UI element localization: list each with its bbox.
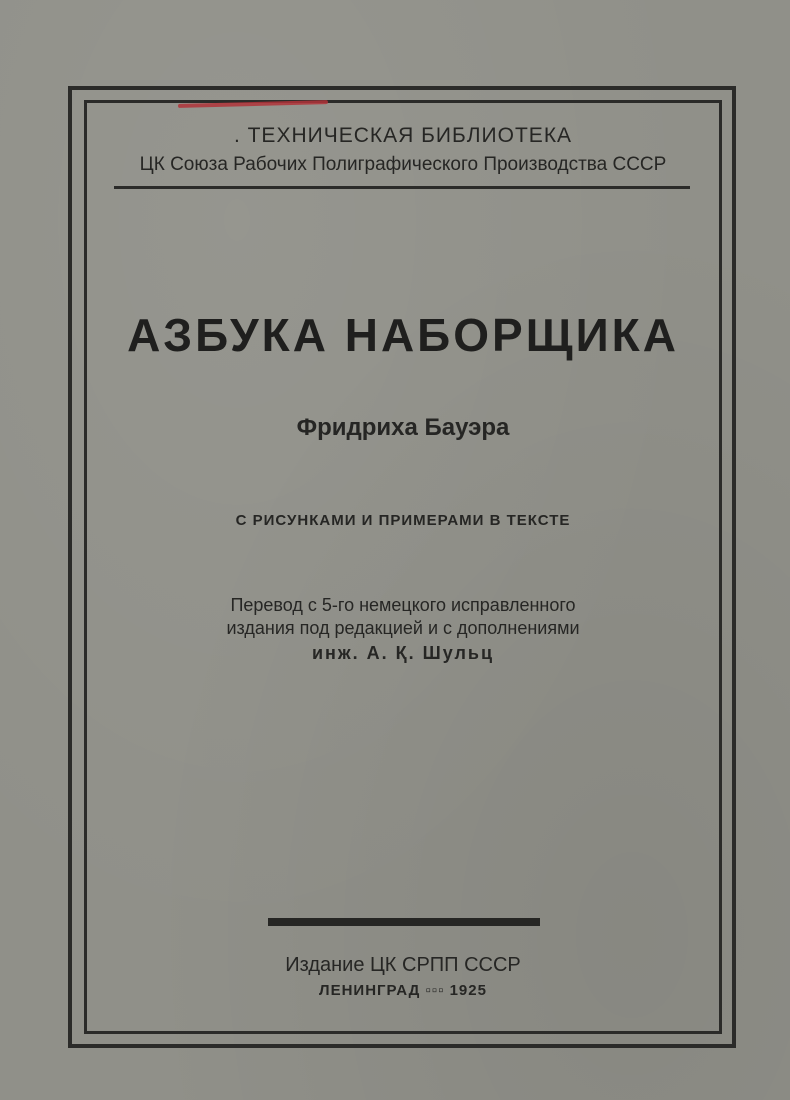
publisher: Издание ЦК СРПП СССР <box>285 954 521 976</box>
translation-note <box>84 594 722 665</box>
footer-rule <box>268 918 540 926</box>
series-title: . ТЕХНИЧЕСКАЯ БИБЛИОТЕКА <box>233 124 573 147</box>
author-name: Фридриха Бауэра <box>296 414 510 441</box>
inner-border-frame <box>84 100 722 1034</box>
place-and-year: ЛЕНИНГРАД ▫▫▫ 1925 <box>319 982 487 999</box>
translation-line-1: Перевод с 5-го немецкого исправленного <box>230 595 576 615</box>
illustration-note: С РИСУНКАМИ И ПРИМЕРАМИ В ТЕКСТЕ <box>235 512 571 529</box>
translation-line-2: издания под редакцией и с дополнениями <box>226 618 580 638</box>
series-subtitle: ЦК Союза Рабочих Полиграфического Производства СССР <box>139 154 667 175</box>
header-rule <box>114 186 690 189</box>
book-title: АЗБУКА НАБОРЩИКА <box>127 309 679 361</box>
editor-name: инж. А. Қ. Шульц <box>311 643 495 663</box>
